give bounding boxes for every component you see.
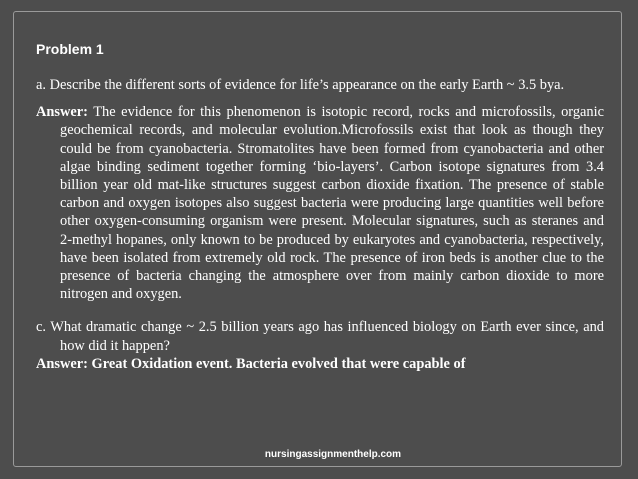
footer-site-link[interactable]: nursingassignmenthelp.com bbox=[264, 449, 402, 460]
question-a: a. Describe the different sorts of evidence for life’s appearance on the early Earth ~ 3.5 bya. bbox=[36, 77, 565, 93]
answer-label: Answer: bbox=[36, 104, 88, 121]
answer-a bbox=[36, 103, 604, 303]
slide-content bbox=[36, 40, 604, 373]
footer bbox=[0, 449, 638, 461]
problem-title: Problem 1 bbox=[36, 41, 104, 57]
answer-c: Answer: Great Oxidation event. Bacteria evolved that were capable of bbox=[36, 355, 466, 372]
question-c: c. What dramatic change ~ 2.5 billion years ago has influenced biology on Earth ever since, and how did it happen? bbox=[36, 319, 604, 354]
answer-a-text: The evidence for this phenomenon is isotopic record, rocks and microfossils, organic geochemical records, and molecular evolution.Microfossils exist that look as though they could be from cyanobacteria. Stromatolites have been formed from cyanobacteria and other algae binding sediment together forming ‘bio-layers’. Carbon isotope signatures from 3.4 billion year old mat-like structures suggest carbon dioxide fixation. The presence of stable carbon and oxygen isotopes also suggest bacteria were producing large quantities well before other oxygen-consuming organism were present. Molecular signatures, such as steranes and 2-methyl hopanes, only known to be produced by eukaryotes and cyanobacteria, respectively, have been isolated from extremely old rock. The presence of iron beds is another clue to the presence of bacteria changing the atmosphere over from mainly carbon dioxide to more nitrogen and oxygen. bbox=[60, 104, 604, 303]
